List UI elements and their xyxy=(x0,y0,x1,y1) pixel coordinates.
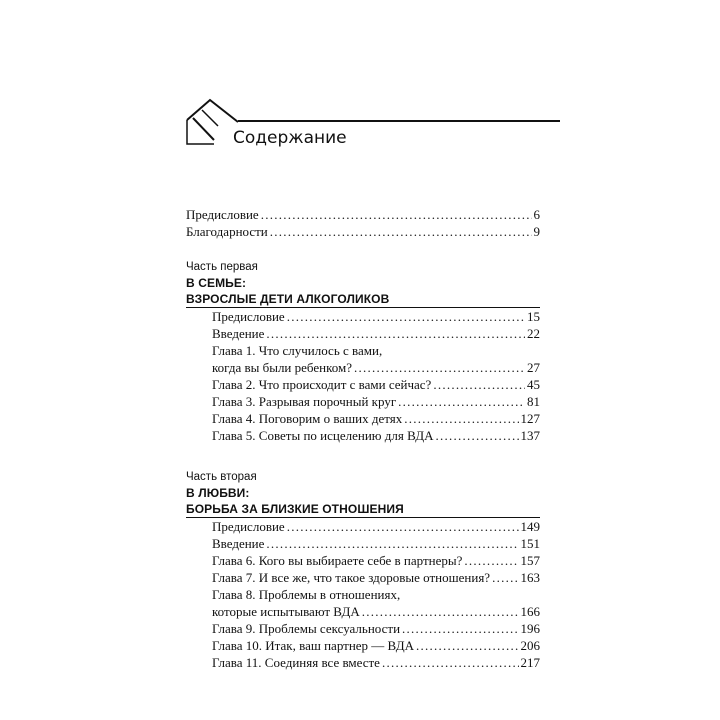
toc-entry-page: 27 xyxy=(527,360,540,375)
toc-entry[interactable] xyxy=(186,308,540,325)
toc-entry[interactable] xyxy=(186,325,540,342)
toc-entry-label: Глава 2. Что происходит с вами сейчас? xyxy=(212,377,432,392)
toc-entry-label: Глава 11. Соединяя все вместе xyxy=(212,655,380,670)
leader-dots xyxy=(436,427,519,444)
toc-entry[interactable] xyxy=(186,569,540,586)
part-title-line1: В СЕМЬЕ: xyxy=(186,276,247,290)
toc-entry-first-line[interactable] xyxy=(186,586,540,603)
toc-entry-foreword[interactable] xyxy=(186,206,540,223)
toc-entry-label: Благодарности xyxy=(186,224,268,239)
leader-dots xyxy=(270,223,532,240)
toc-entry[interactable] xyxy=(186,427,540,444)
part-label: Часть вторая xyxy=(186,471,257,483)
toc-entry[interactable] xyxy=(186,654,540,671)
leader-dots xyxy=(266,535,518,552)
toc-entry-page: 9 xyxy=(533,224,540,239)
toc-entry[interactable] xyxy=(186,552,540,569)
toc-entry-label: Предисловие xyxy=(186,207,259,222)
part-title-line2: БОРЬБА ЗА БЛИЗКИЕ ОТНОШЕНИЯ xyxy=(186,501,540,518)
leader-dots xyxy=(416,637,519,654)
leader-dots xyxy=(382,654,519,671)
toc-entry-label: Глава 5. Советы по исцелению для ВДА xyxy=(212,428,434,443)
toc-entry-page: 81 xyxy=(527,394,540,409)
toc-entry-page: 15 xyxy=(527,309,540,324)
leader-dots xyxy=(464,552,518,569)
toc-entry-page: 163 xyxy=(520,570,540,585)
leader-dots xyxy=(287,308,525,325)
part-title-line2: ВЗРОСЛЫЕ ДЕТИ АЛКОГОЛИКОВ xyxy=(186,291,540,308)
toc-entry-label: Глава 8. Проблемы в отношениях, xyxy=(212,587,401,602)
toc-entry-page: 196 xyxy=(520,621,540,636)
leader-dots xyxy=(362,603,519,620)
table-of-contents xyxy=(186,206,540,671)
toc-entry-page: 206 xyxy=(520,638,540,653)
leader-dots xyxy=(433,376,525,393)
toc-entry-label: Глава 9. Проблемы сексуальности xyxy=(212,621,401,636)
toc-entry-label: Глава 7. И все же, что такое здоровые отношения? xyxy=(212,570,491,585)
toc-entry[interactable] xyxy=(186,359,540,376)
toc-entry-label: Глава 6. Кого вы выбираете себе в партнеры? xyxy=(212,553,463,568)
toc-entry-first-line[interactable] xyxy=(186,342,540,359)
toc-entry-page: 157 xyxy=(520,553,540,568)
toc-entry-label: Предисловие xyxy=(212,309,285,324)
header-rule xyxy=(238,120,560,122)
toc-entry-page: 149 xyxy=(520,519,540,534)
toc-entry-label: Введение xyxy=(212,536,265,551)
leader-dots xyxy=(287,518,519,535)
toc-entry-page: 166 xyxy=(520,604,540,619)
toc-entry-page: 45 xyxy=(527,377,540,392)
toc-entry-label: Глава 3. Разрывая порочный круг xyxy=(212,394,397,409)
toc-entry-page: 217 xyxy=(520,655,540,670)
toc-entry[interactable] xyxy=(186,518,540,535)
part-title-line1: В ЛЮБВИ: xyxy=(186,486,250,500)
toc-entry[interactable] xyxy=(186,603,540,620)
leader-dots xyxy=(261,206,532,223)
toc-entry[interactable] xyxy=(186,393,540,410)
toc-entry[interactable] xyxy=(186,535,540,552)
toc-entry-label: Глава 1. Что случилось с вами, xyxy=(212,343,383,358)
toc-entry[interactable] xyxy=(186,376,540,393)
toc-entry-label: когда вы были ребенком? xyxy=(212,360,352,375)
toc-entry-page: 127 xyxy=(520,411,540,426)
toc-entry-acknowledgements[interactable] xyxy=(186,223,540,240)
page-title: Содержание xyxy=(233,128,347,148)
leader-dots xyxy=(266,325,525,342)
toc-entry-page: 6 xyxy=(533,207,540,222)
toc-entry-page: 22 xyxy=(527,326,540,341)
toc-entry[interactable] xyxy=(186,637,540,654)
toc-entry[interactable] xyxy=(186,620,540,637)
toc-entry-label: которые испытывают ВДА xyxy=(212,604,360,619)
part-label: Часть первая xyxy=(186,261,258,273)
toc-entry-label: Предисловие xyxy=(212,519,285,534)
toc-entry-label: Глава 10. Итак, ваш партнер — ВДА xyxy=(212,638,414,653)
toc-entry-label: Глава 4. Поговорим о ваших детях xyxy=(212,411,403,426)
toc-entry[interactable] xyxy=(186,410,540,427)
leader-dots xyxy=(402,620,518,637)
leader-dots xyxy=(492,569,518,586)
toc-entry-page: 151 xyxy=(520,536,540,551)
toc-entry-page: 137 xyxy=(520,428,540,443)
leader-dots xyxy=(354,359,525,376)
toc-entry-label: Введение xyxy=(212,326,265,341)
leader-dots xyxy=(398,393,525,410)
leader-dots xyxy=(404,410,518,427)
